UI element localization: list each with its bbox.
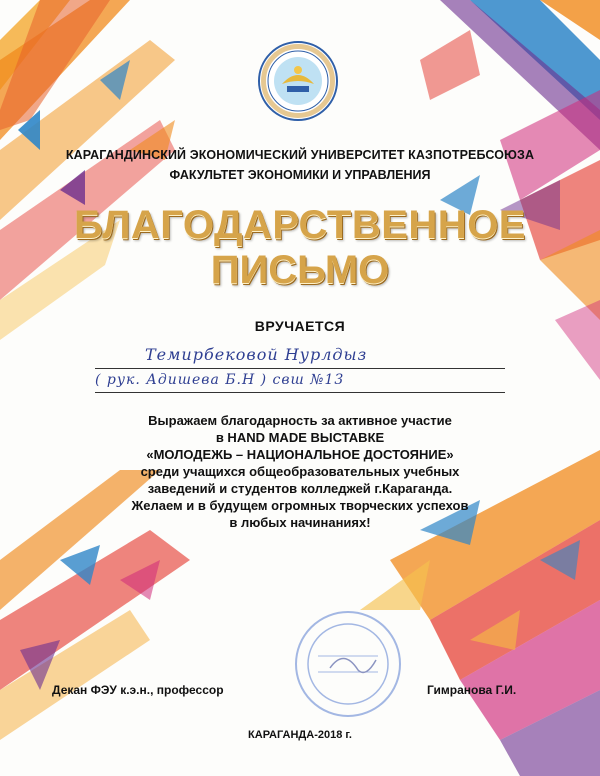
faculty-stamp-icon [292,608,404,720]
body-line: Желаем и в будущем огромных творческих успехов [131,498,469,513]
signatory-title: Декан ФЭУ к.э.н., профессор [52,683,224,697]
signatory-name: Гимранова Г.И. [427,683,517,697]
recipient-name: Темирбековой Нурлдыз [145,345,368,364]
body-line: заведений и студентов колледжей г.Караганда. [147,481,453,496]
body-line: в любых начинаниях! [229,515,371,530]
body-line: Выражаем благодарность за активное участие [148,413,452,428]
university-name: КАРАГАНДИНСКИЙ ЭКОНОМИЧЕСКИЙ УНИВЕРСИТЕТ КАЗПОТРЕБСОЮЗА [65,148,535,162]
title-line-2: ПИСЬМО [210,248,390,292]
body-text [90,412,510,531]
faculty-name: ФАКУЛЬТЕТ ЭКОНОМИКИ И УПРАВЛЕНИЯ [169,168,431,182]
body-line: в HAND MADE ВЫСТАВКЕ [215,430,385,445]
name-underline-2 [95,392,505,393]
name-underline-1 [95,368,505,369]
title-line-1: БЛАГОДАРСТВЕННОЕ [74,203,526,247]
body-line: среди учащихся общеобразовательных учебных [140,464,460,479]
recipient-note: ( рук. Адишева Б.Н ) свш №13 [95,372,345,388]
awarded-label: ВРУЧАЕТСЯ [254,318,346,334]
university-emblem-icon [257,40,339,122]
body-line: «МОЛОДЕЖЬ – НАЦИОНАЛЬНОЕ ДОСТОЯНИЕ» [146,447,454,462]
city-year: КАРАГАНДА-2018 г. [248,729,352,741]
